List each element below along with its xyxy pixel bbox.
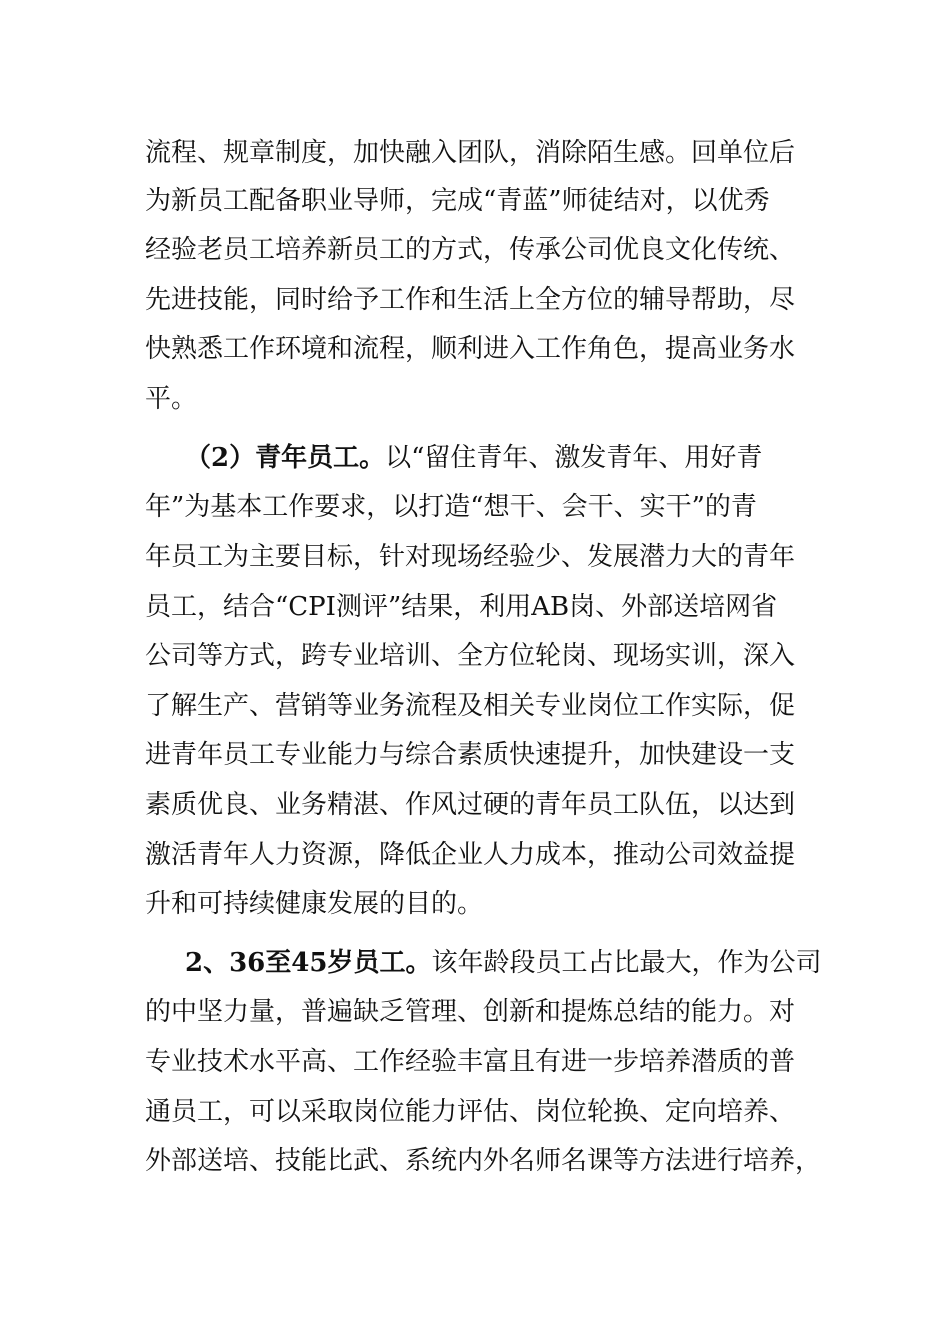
paragraph-3-heading: 2、36至45岁员工。 (185, 948, 432, 978)
paragraph-2-line-9: 激活青年人力资源，降低企业人力成本，推动公司效益提 (145, 840, 796, 870)
paragraph-2-line-7: 进青年员工专业能力与综合素质快速提升，加快建设一支 (145, 740, 796, 770)
paragraph-3-line-1-text: 该年龄段员工占比最大，作为公司 (431, 948, 822, 978)
paragraph-2-line-10: 升和可持续健康发展的目的。 (145, 889, 484, 919)
paragraph-1-line-1: 流程、规章制度，加快融入团队，消除陌生感。回单位后 (145, 138, 796, 168)
paragraph-1-line-4: 先进技能，同时给予工作和生活上全方位的辅导帮助，尽 (145, 285, 796, 315)
paragraph-2-line-1-text: 以“留住青年、激发青年、用好青 (385, 443, 763, 473)
paragraph-2-line-3: 年员工为主要目标，针对现场经验少、发展潜力大的青年 (145, 542, 796, 572)
paragraph-1-line-3: 经验老员工培养新员工的方式，传承公司优良文化传统、 (145, 235, 796, 265)
paragraph-1-line-5: 快熟悉工作环境和流程，顺利进入工作角色，提高业务水 (145, 334, 796, 364)
paragraph-3-line-1 (185, 946, 821, 980)
paragraph-2-line-6: 了解生产、营销等业务流程及相关专业岗位工作实际，促 (145, 691, 796, 721)
paragraph-3-line-4: 通员工，可以采取岗位能力评估、岗位轮换、定向培养、 (145, 1097, 796, 1127)
paragraph-2-line-5: 公司等方式，跨专业培训、全方位轮岗、现场实训，深入 (145, 641, 796, 671)
paragraph-2-line-4: 员工，结合“CPI测评”结果，利用AB岗、外部送培网省 (145, 592, 778, 622)
paragraph-2-line-1 (185, 441, 762, 475)
paragraph-3-line-5: 外部送培、技能比武、系统内外名师名课等方法进行培养， (145, 1146, 822, 1176)
paragraph-1-line-2: 为新员工配备职业导师，完成“青蓝”师徒结对，以优秀 (145, 186, 770, 216)
paragraph-1-line-6: 平。 (145, 384, 198, 414)
paragraph-3-line-2: 的中坚力量，普遍缺乏管理、创新和提炼总结的能力。对 (145, 997, 796, 1027)
paragraph-2-heading: （2）青年员工。 (185, 443, 386, 473)
paragraph-2-line-2: 年”为基本工作要求，以打造“想干、会干、实干”的青 (145, 492, 757, 522)
paragraph-2-line-8: 素质优良、业务精湛、作风过硬的青年员工队伍，以达到 (145, 790, 796, 820)
paragraph-3-line-3: 专业技术水平高、工作经验丰富且有进一步培养潜质的普 (145, 1047, 796, 1077)
